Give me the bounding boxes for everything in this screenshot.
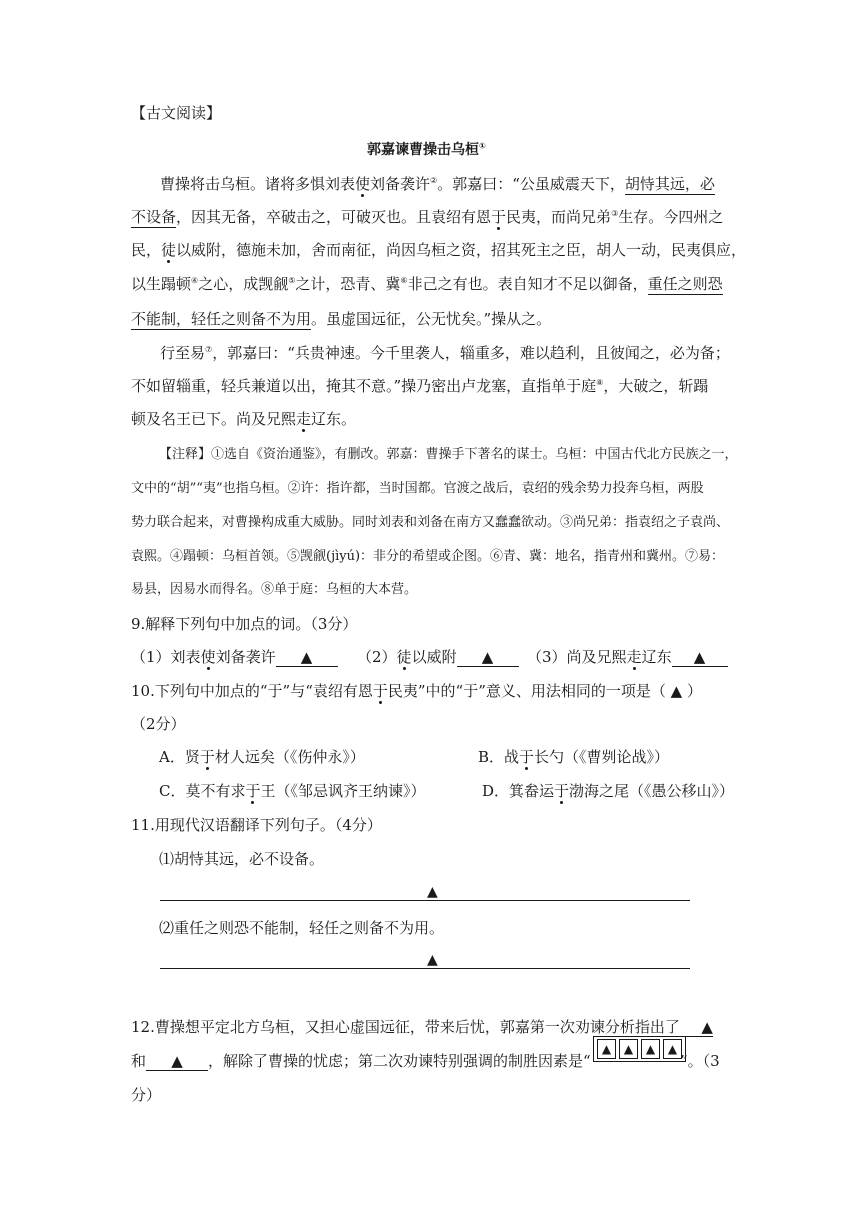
passage-line: 不设备，因其无备，卒破击之，可破灭也。且袁绍有恩于民夷，而尚兄弟③生存。今四州之 (131, 208, 724, 226)
q10-stem: 10.下列句中加点的“于”与“袁绍有恩于民夷”中的“于”意义、用法相同的一项是（ ▲ ） (131, 682, 702, 700)
answer-mark: ▲ (427, 952, 438, 968)
answer-blank[interactable]: ▲ (672, 649, 728, 667)
q11-stem: 11.用现代汉语翻译下列句子。（4分） (131, 816, 382, 834)
q12-points: 分） (131, 1086, 162, 1104)
q9-item-2: （2）徒以威附 ▲ (357, 647, 519, 667)
q10-option-b[interactable]: B．战于长勺（《曹刿论战》） (478, 748, 670, 766)
note-line: 势力联合起来，对曹操构成重大威胁。同时刘表和刘备在南方又蠢蠢欲动。③尚兄弟：指袁绍之子袁尚、 (131, 515, 730, 530)
note-mark: ④ (191, 276, 199, 285)
q12-stem-line: 和 ▲ ，解除了曹操的忧虑；第二次劝谏特别强调的制胜因素是“ (131, 1052, 591, 1070)
dotted-char: 于 (491, 208, 507, 226)
underlined-sentence: 胡恃其远，必 (624, 175, 715, 193)
note-mark: ⑦ (205, 345, 213, 354)
dotted-char: 走 (296, 410, 312, 428)
passage-line: 顿及名王已下。尚及兄熙走辽东。 (131, 410, 357, 428)
dotted-char: 于 (519, 748, 535, 766)
note-mark: ② (430, 176, 438, 185)
dotted-char: 于 (245, 782, 261, 800)
dotted-char: 徒 (161, 241, 177, 259)
answer-blank[interactable]: ▲ (680, 1019, 713, 1037)
answer-blank[interactable]: ▲ (146, 1053, 208, 1071)
dotted-char: 走 (626, 648, 642, 666)
passage-line: 以生蹋顿④之心，成觊觎⑤之计，恐青、冀⑥非己之有也。表自知才不足以御备，重任之则恐 (131, 275, 723, 293)
passage-line: 不能制，轻任之则备不为用。虽虚国远征，公无忧矣。”操从之。 (131, 310, 552, 328)
answer-box[interactable]: ▲ (641, 1039, 660, 1059)
dotted-char: 于 (372, 682, 388, 700)
note-line: 易县，因易水而得名。⑧单于庭：乌桓的大本营。 (131, 582, 418, 597)
passage-line: 民，徒以威附，德施未加，舍而南征，尚因乌桓之资，招其死主之臣，胡人一动，民夷俱应， (131, 241, 747, 259)
answer-box[interactable]: ▲ (619, 1039, 638, 1059)
note-line: 袁熙。④蹋顿：乌桓首领。⑤觊觎(jìyú)：非分的希望或企图。⑥青、冀：地名，指青州和冀州。⑦易： (131, 549, 725, 564)
q11-sentence-2: ⑵重任之则恐不能制，轻任之则备不为用。 (159, 919, 445, 937)
passage-line: 行至易⑦，郭嘉曰：“兵贵神速。今千里袭人，辎重多，难以趋利，且彼闻之，必为备； (160, 344, 730, 362)
note-mark: ⑥ (400, 276, 408, 285)
dotted-char: 使 (355, 175, 371, 193)
note-mark: ⑧ (596, 378, 604, 387)
q10-option-c[interactable]: C．莫不有求于王（《邹忌讽齐王纳谏》） (159, 782, 426, 800)
q10-option-a[interactable]: A．贤于材人远矣（《伤仲永》） (159, 748, 365, 766)
title-note-mark: ① (479, 141, 486, 151)
passage-line: 曹操将击乌桓。诸将多惧刘表使刘备袭许②。郭嘉曰：“公虽威震天下，胡恃其远，必 (160, 175, 715, 193)
passage-title: 郭嘉谏曹操击乌桓① (367, 141, 486, 158)
q12-stem-tail: ”。（3 (680, 1052, 720, 1070)
note-mark: ⑤ (288, 276, 296, 285)
answer-blank[interactable]: ▲ (276, 649, 338, 667)
answer-mark: ▲ (427, 884, 438, 900)
note-line: 【注释】①选自《资治通鉴》，有删改。郭嘉：曹操手下著名的谋士。乌桓：中国古代北方民族之一， (159, 447, 738, 462)
four-char-answer-boxes[interactable] (593, 1036, 686, 1062)
answer-blank[interactable]: ▲ (457, 649, 519, 667)
dotted-char: 徒 (396, 648, 412, 666)
dotted-char: 使 (200, 648, 216, 666)
q9-stem: 9.解释下列句中加点的词。（3分） (131, 615, 358, 633)
q9-item-3: （3）尚及兄熙走辽东 ▲ (527, 647, 728, 667)
answer-mark[interactable]: ▲ (670, 682, 683, 700)
answer-box[interactable]: ▲ (663, 1039, 682, 1059)
q12-stem-line: 12.曹操想平定北方乌桓，又担心虚国远征，带来后忧，郭嘉第一次劝谏分析指出了 ▲ (131, 1018, 713, 1036)
dotted-char: 于 (554, 782, 570, 800)
underlined-sentence: 不能制，轻任之则备不为用 (131, 310, 312, 328)
note-line: 文中的“胡”“夷”也指乌桓。②许：指许都，当时国都。官渡之战后，袁绍的残余势力投奔乌桓，两股 (131, 481, 704, 496)
section-header: 【古文阅读】 (131, 104, 222, 122)
note-mark: ③ (611, 209, 619, 218)
dotted-char: 于 (199, 748, 215, 766)
answer-box[interactable]: ▲ (597, 1039, 616, 1059)
q10-option-d[interactable]: D．箕畚运于渤海之尾（《愚公移山》） (482, 782, 735, 800)
passage-line: 不如留辎重，轻兵兼道以出，掩其不意。”操乃密出卢龙塞，直指单于庭⑧，大破之，斩蹋 (131, 377, 709, 395)
q11-sentence-1: ⑴胡恃其远，必不设备。 (159, 850, 325, 868)
q9-item-1: （1）刘表使刘备袭许 ▲ (131, 647, 338, 667)
q10-points: （2分） (131, 715, 186, 733)
underlined-sentence: 不设备 (131, 208, 177, 226)
underlined-sentence: 重任之则恐 (647, 275, 723, 293)
answer-line[interactable] (160, 900, 690, 901)
answer-line[interactable] (160, 968, 690, 969)
